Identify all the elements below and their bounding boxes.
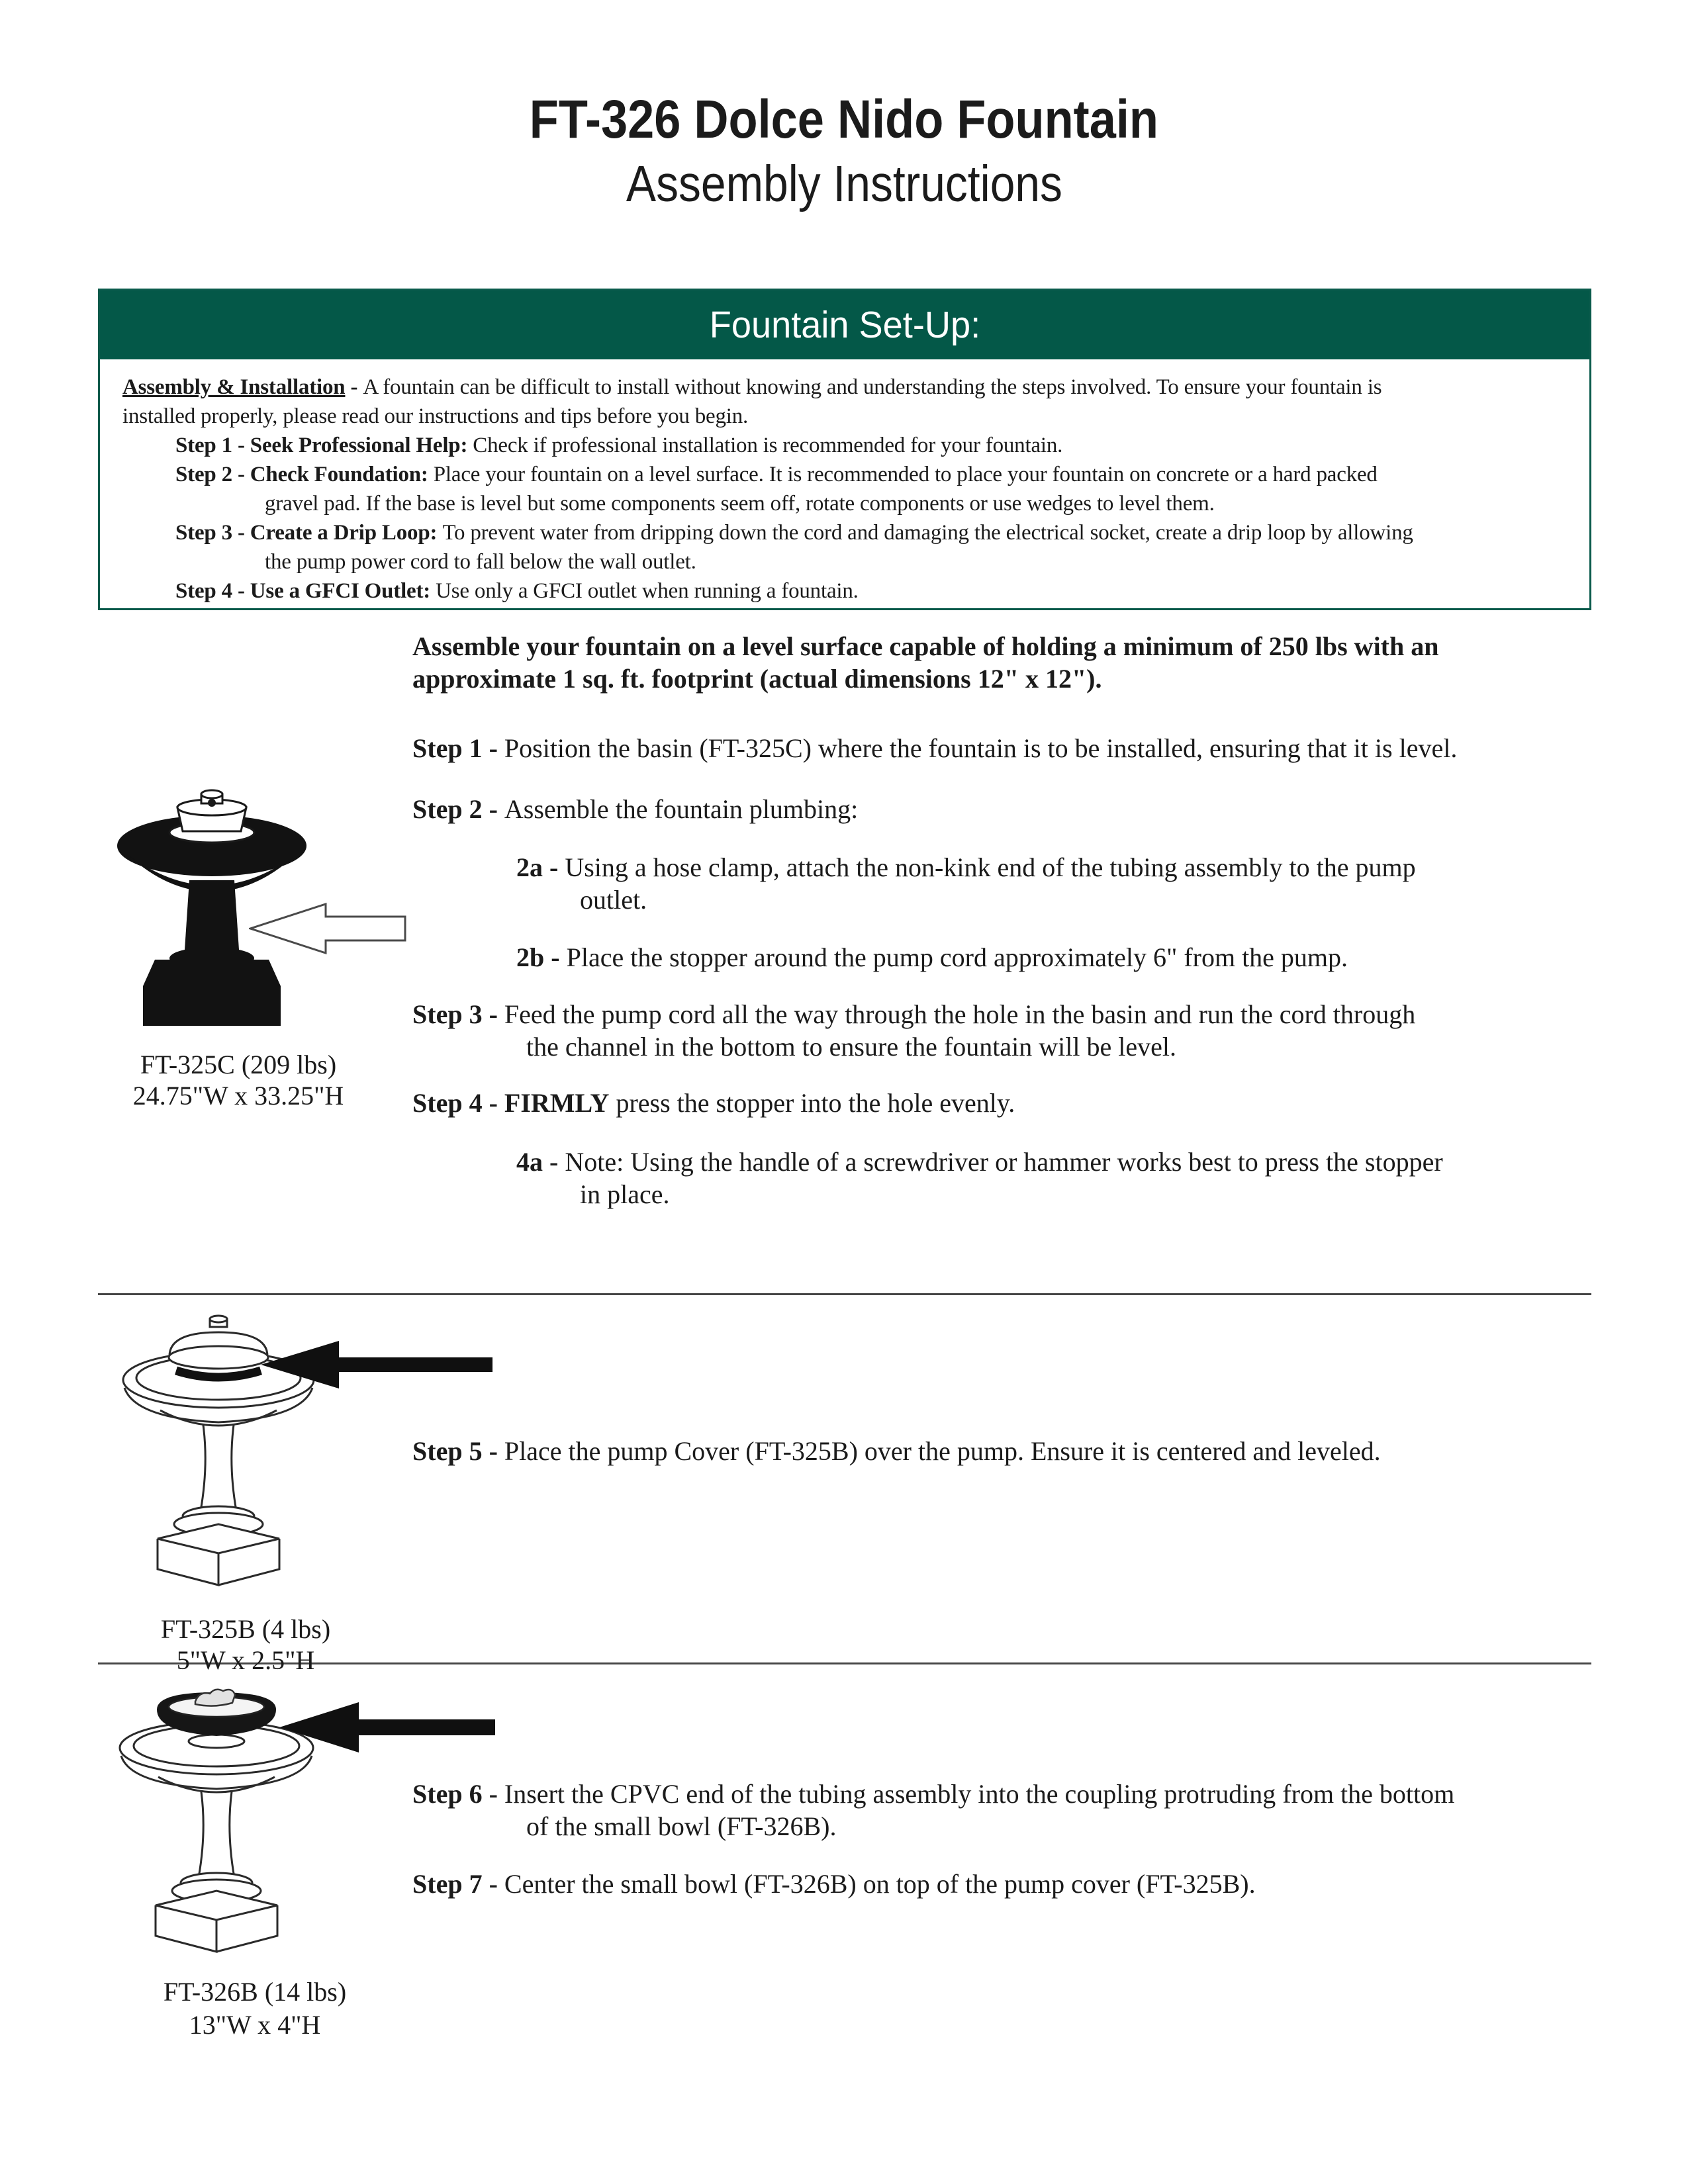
caption-dimensions: 5"W x 2.5"H xyxy=(176,1645,315,1675)
step-text: Assemble the fountain plumbing: xyxy=(504,794,859,824)
step-label: Step 3 - xyxy=(175,521,250,545)
pointer-to-pump-cover xyxy=(261,1341,492,1392)
pointer-to-small-bowl xyxy=(279,1702,495,1756)
step-1 xyxy=(412,732,1577,764)
setup-step-1 xyxy=(175,431,1571,460)
step-6 xyxy=(412,1778,1577,1843)
arrow-left-outline-icon xyxy=(249,903,408,954)
pointer-to-pedestal xyxy=(249,903,408,958)
section-divider xyxy=(98,1293,1591,1295)
step-bold-word: FIRMLY xyxy=(504,1088,610,1118)
step-label: 2b - xyxy=(516,942,567,972)
step-label: Step 1 - xyxy=(175,433,250,457)
step-3 xyxy=(412,998,1577,1063)
setup-intro-text: A fountain can be difficult to install without knowing and understanding the steps involved. To ensure your fountain is installed properly, please read our instructions and tips before you begin. xyxy=(122,375,1382,428)
arrow-left-solid-icon xyxy=(261,1341,492,1388)
caption-dimensions: 13"W x 4"H xyxy=(189,2010,321,2040)
step-label: Step 7 - xyxy=(412,1869,504,1899)
setup-box-header xyxy=(100,291,1589,359)
step-label: Step 2 - xyxy=(175,463,250,486)
step-2b xyxy=(516,941,1575,974)
step-label: 2a - xyxy=(516,852,565,882)
step-2 xyxy=(412,793,1577,825)
arrow-left-solid-icon xyxy=(279,1702,495,1752)
caption-dimensions: 24.75"W x 33.25"H xyxy=(132,1081,344,1111)
caption-model: FT-326B (14 lbs) xyxy=(163,1977,347,2007)
main-intro-paragraph xyxy=(412,630,1577,695)
step-text: Note: Using the handle of a screwdriver or hammer works best to press the stopper in place. xyxy=(565,1147,1443,1209)
step-label: Step 1 - xyxy=(412,733,504,763)
setup-box-body xyxy=(100,359,1589,606)
step-head: Create a Drip Loop: xyxy=(250,521,443,545)
caption-model: FT-325B (4 lbs) xyxy=(160,1614,331,1644)
step-text: Place the pump Cover (FT-325B) over the pump. Ensure it is centered and leveled. xyxy=(504,1436,1381,1466)
figure-caption-ft325c xyxy=(106,1049,371,1111)
step-text: Insert the CPVC end of the tubing assembly into the coupling protruding from the bottom of the small bowl (FT-326B). xyxy=(504,1779,1455,1841)
setup-step-3 xyxy=(175,518,1571,576)
fountain-setup-box xyxy=(98,289,1591,610)
step-label: Step 5 - xyxy=(412,1436,504,1466)
setup-box-title: Fountain Set-Up: xyxy=(709,304,980,346)
step-text: Using a hose clamp, attach the non-kink end of the tubing assembly to the pump outlet. xyxy=(565,852,1416,915)
setup-intro-paragraph xyxy=(122,373,1571,431)
step-text: To prevent water from dripping down the cord and damaging the electrical socket, create a drip loop by allowing the pump power cord to fall below the wall outlet. xyxy=(265,521,1413,574)
step-text: Use only a GFCI outlet when running a fountain. xyxy=(436,579,859,603)
step-label: Step 3 - xyxy=(412,999,504,1029)
step-head: Use a GFCI Outlet: xyxy=(250,579,436,603)
figure-caption-ft325b xyxy=(113,1614,378,1676)
step-5 xyxy=(412,1435,1577,1467)
page-subtitle: Assembly Instructions xyxy=(626,156,1062,212)
step-text: Position the basin (FT-325C) where the fountain is to be installed, ensuring that it is level. xyxy=(504,733,1458,763)
step-head: Check Foundation: xyxy=(250,463,434,486)
page-title: FT-326 Dolce Nido Fountain xyxy=(529,89,1159,150)
birds-in-bowl xyxy=(195,1690,235,1706)
step-label: Step 2 - xyxy=(412,794,504,824)
step-text: Place the stopper around the pump cord approximately 6" from the pump. xyxy=(566,942,1348,972)
step-2a xyxy=(516,851,1575,916)
step-label: 4a - xyxy=(516,1147,565,1177)
step-label: Step 6 - xyxy=(412,1779,504,1809)
step-text: Place your fountain on a level surface. It is recommended to place your fountain on concrete or a hard packed gravel pad. If the base is level but some components seem off, rotate components or use wedges to level them. xyxy=(265,463,1378,516)
caption-model: FT-325C (209 lbs) xyxy=(140,1050,337,1079)
setup-intro-lead: Assembly & Installation xyxy=(122,375,346,399)
setup-intro-dash: - xyxy=(345,375,363,399)
step-4a xyxy=(516,1146,1575,1210)
setup-step-2 xyxy=(175,460,1571,518)
main-intro-text: Assemble your fountain on a level surface capable of holding a minimum of 250 lbs with an approximate 1 sq. ft. footprint (actual dimensions 12" x 12"). xyxy=(412,631,1439,694)
step-text: Check if professional installation is recommended for your fountain. xyxy=(473,433,1063,457)
step-text: Center the small bowl (FT-326B) on top of the pump cover (FT-325B). xyxy=(504,1869,1256,1899)
setup-step-4 xyxy=(175,576,1571,606)
step-label: Step 4 - xyxy=(175,579,250,603)
step-text: Feed the pump cord all the way through the hole in the basin and run the cord through the channel in the bottom to ensure the fountain will be level. xyxy=(504,999,1416,1062)
figure-caption-ft326b xyxy=(122,1976,387,2042)
step-4 xyxy=(412,1087,1577,1119)
step-7 xyxy=(412,1868,1577,1900)
step-head: Seek Professional Help: xyxy=(250,433,473,457)
step-label: Step 4 - xyxy=(412,1088,504,1118)
step-text: press the stopper into the hole evenly. xyxy=(609,1088,1015,1118)
